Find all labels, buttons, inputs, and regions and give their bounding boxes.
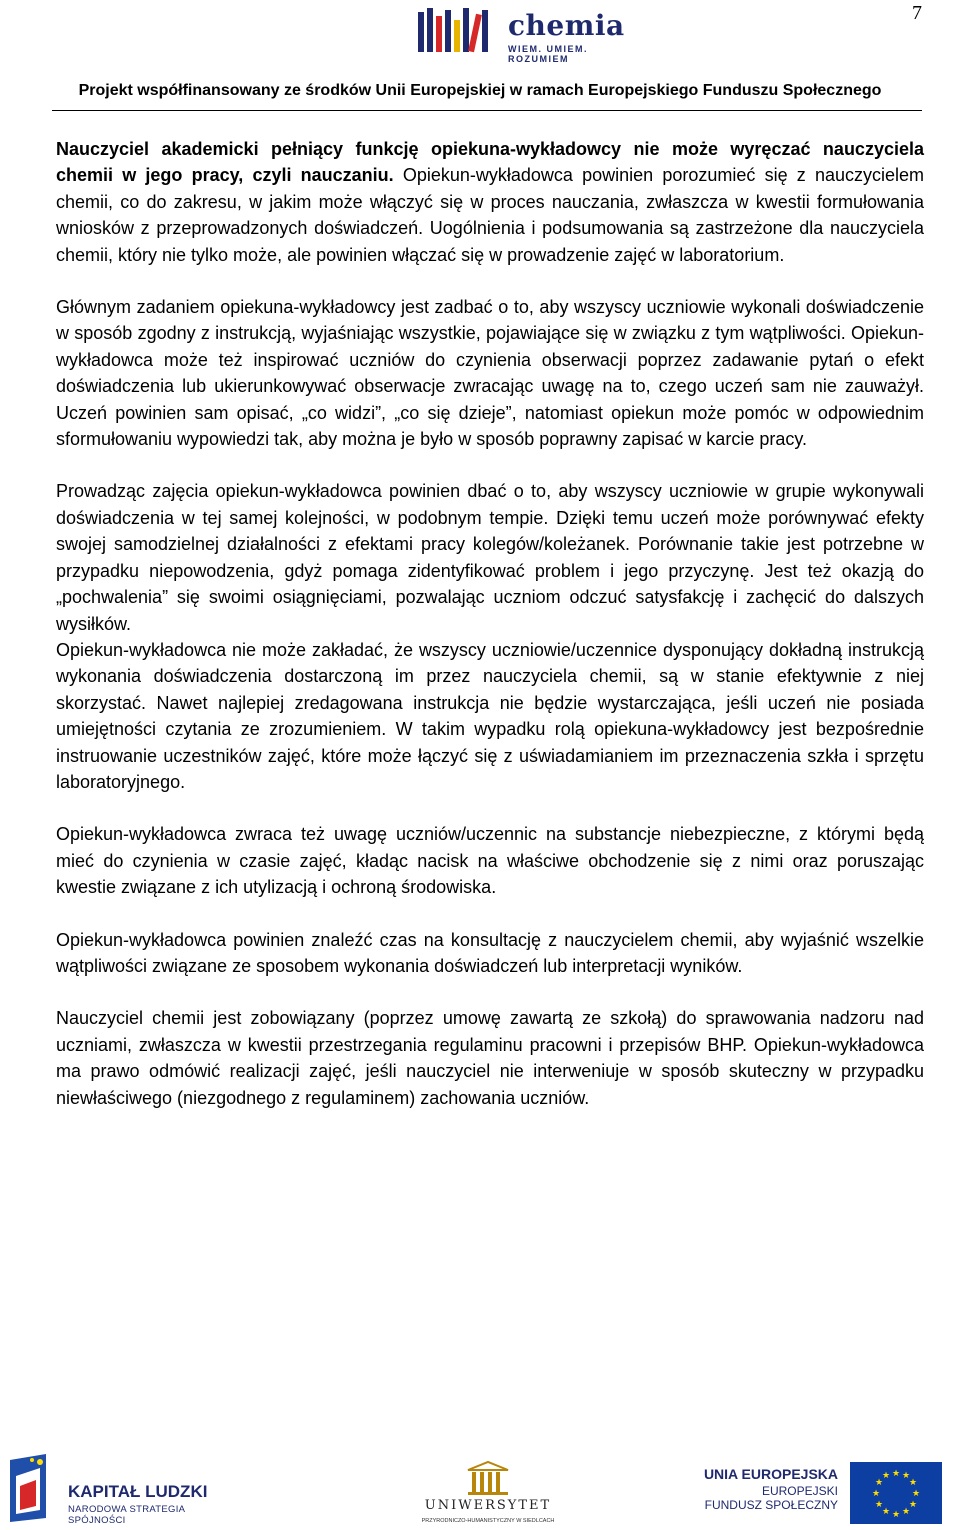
chemia-logo: [416, 6, 631, 64]
paragraph-7: Nauczyciel chemii jest zobowiązany (poprzez umowę zawartą ze szkołą) do sprawowania nadzoru nad uczniami, zwłaszcza w kwestii przestrzegania regulaminu pracowni i przepisów BHP. Opiekun-wykładowca ma prawo odmówić realizacji zajęć, jeśli nauczyciel nie interweniuje w sposób skuteczny w przypadku niewłaściwego (niezgodnego z regulaminem) zachowania uczniów.: [56, 1008, 924, 1108]
project-funding-line: Projekt współfinansowany ze środków Unii Europejskiej w ramach Europejskiego Funduszu Społecznego: [78, 82, 882, 99]
svg-text:★: ★: [871, 1489, 881, 1499]
paragraph-3: Prowadząc zajęcia opiekun-wykładowca powinien dbać o to, aby wszyscy uczniowie w grupie wykonywali doświadczenia w tej samej kolejności, w podobnym tempie. Dzięki temu uczeń może porównywać efekty swojej samodzielnej działalności z efektami pracy kolegów/koleżanek. Porównanie takie jest potrzebne w przypadku niepowodzenia, gdyż pomaga zidentyfikować problem i jego przyczynę. Jest też okazją do „pochwalenia” się swoimi osiągnięciami, pozwalając uczniom odczuć satysfakcję i zachęcić do dalszych wysiłków.: [56, 481, 924, 634]
header-divider: [52, 110, 922, 111]
footer-logos: [0, 1448, 960, 1530]
paragraph-2: Głównym zadaniem opiekuna-wykładowcy jest zadbać o to, aby wszyscy uczniowie wykonali doświadczenie w sposób zgodny z instrukcją, wyjaśniając wszystkie, pojawiające się w związku z tym wątpliwości. Opiekun-wykładowca może też inspirować uczniów do czynienia obserwacji poprzez zadawanie pytań o efekt doświadczenia lub ukierunkowywać obserwacje zwracając uwagę na to, czego uczeń sam nie zauważył. Uczeń powinien sam opisać, „co widzi”, „co się dzieje”, natomiast opiekun może pomóc w odpowiednim sformułowaniu wypowiedzi tak, aby można je było w sposób poprawny zapisać w karcie pracy.: [56, 297, 924, 450]
eu-line-3: FUNDUSZ SPOŁECZNY: [704, 1498, 838, 1512]
svg-text:★: ★: [911, 1489, 921, 1499]
paragraph-1: [56, 136, 924, 268]
paragraph-6: Opiekun-wykładowca powinien znaleźć czas na konsultację z nauczycielem chemii, aby wyjaśnić wszelkie wątpliwości związane ze sposobem wykonania doświadczeń lub interpretacji wyników.: [56, 929, 924, 976]
chemia-logo-bars-icon: [416, 6, 494, 56]
svg-text:★: ★: [874, 1500, 884, 1510]
kapital-ludzki-subtitle: NARODOWA STRATEGIA SPÓJNOŚCI: [68, 1504, 185, 1526]
kapital-ludzki-flag-icon: [6, 1452, 52, 1524]
svg-text:★: ★: [908, 1478, 918, 1488]
svg-text:★: ★: [881, 1471, 891, 1481]
svg-text:★: ★: [874, 1478, 884, 1488]
logo-title: chemia: [508, 9, 625, 42]
university-subtitle: PRZYRODNICZO-HUMANISTYCZNY W SIEDLCACH: [421, 1518, 555, 1524]
eu-line-2: EUROPEJSKI: [761, 1484, 838, 1498]
svg-text:★: ★: [891, 1510, 901, 1520]
eu-logo: [690, 1462, 950, 1526]
eu-title: UNIA EUROPEJSKA: [703, 1466, 838, 1482]
kapital-ludzki-logo: [6, 1452, 226, 1524]
paragraph-4: Opiekun-wykładowca nie może zakładać, że wszyscy uczniowie/uczennice dysponujący dokładną instrukcją wykonania doświadczenia dostarczoną im przez nauczyciela chemii, są w stanie efektywnie z niej skorzystać. Nawet najlepiej zredagowana instrukcja nie będzie wystarczająca, jeśli uczeń nie posiada umiejętności czytania ze zrozumieniem. W takim wypadku rolą opiekuna-wykładowcy jest bezpośrednie instruowanie uczestników zajęć, które może łączyć się z uświadamianiem im przeznaczenia szkła i sprzętu laboratoryjnego.: [56, 639, 924, 792]
university-columns-icon: [464, 1460, 512, 1496]
university-name: UNIWERSYTET: [424, 1498, 552, 1513]
svg-text:★: ★: [891, 1469, 901, 1479]
kapital-ludzki-title: KAPITAŁ LUDZKI: [68, 1482, 208, 1501]
svg-text:★: ★: [908, 1500, 918, 1510]
document-body: [56, 136, 924, 1111]
paragraph-1-bold-lead: Nauczyciel akademicki pełniący funkcję opiekuna-wykładowcy nie może wyręczać nauczyciela chemii w jego pracy, czyli nauczaniu.: [56, 139, 924, 186]
university-logo: [418, 1460, 558, 1528]
logo-tagline: WIEM. UMIEM. ROZUMIEM: [508, 44, 588, 64]
page-number: 7: [912, 2, 922, 24]
svg-text:★: ★: [881, 1507, 891, 1517]
paragraph-1-text: Opiekun-wykładowca powinien porozumieć się z nauczycielem chemii, co do zakresu, w jakim może włączyć się w proces nauczania, zwłaszcza w kwestii formułowania wniosków z przeprowadzonych doświadczeń. Uogólnienia i podsumowania są zastrzeżone dla nauczyciela chemii, który nie tylko może, ale powinien włączać się w prowadzenie zajęć w laboratorium.: [56, 165, 924, 265]
svg-text:★: ★: [901, 1507, 911, 1517]
svg-text:★: ★: [901, 1471, 911, 1481]
paragraph-5: Opiekun-wykładowca zwraca też uwagę uczniów/uczennic na substancje niebezpieczne, z którymi będą mieć do czynienia w czasie zajęć, kładąc nacisk na właściwe obchodzenie się z nimi oraz poruszając kwestie związane z ich utylizacją i ochroną środowiska.: [56, 824, 924, 898]
eu-flag-icon: [850, 1462, 942, 1524]
